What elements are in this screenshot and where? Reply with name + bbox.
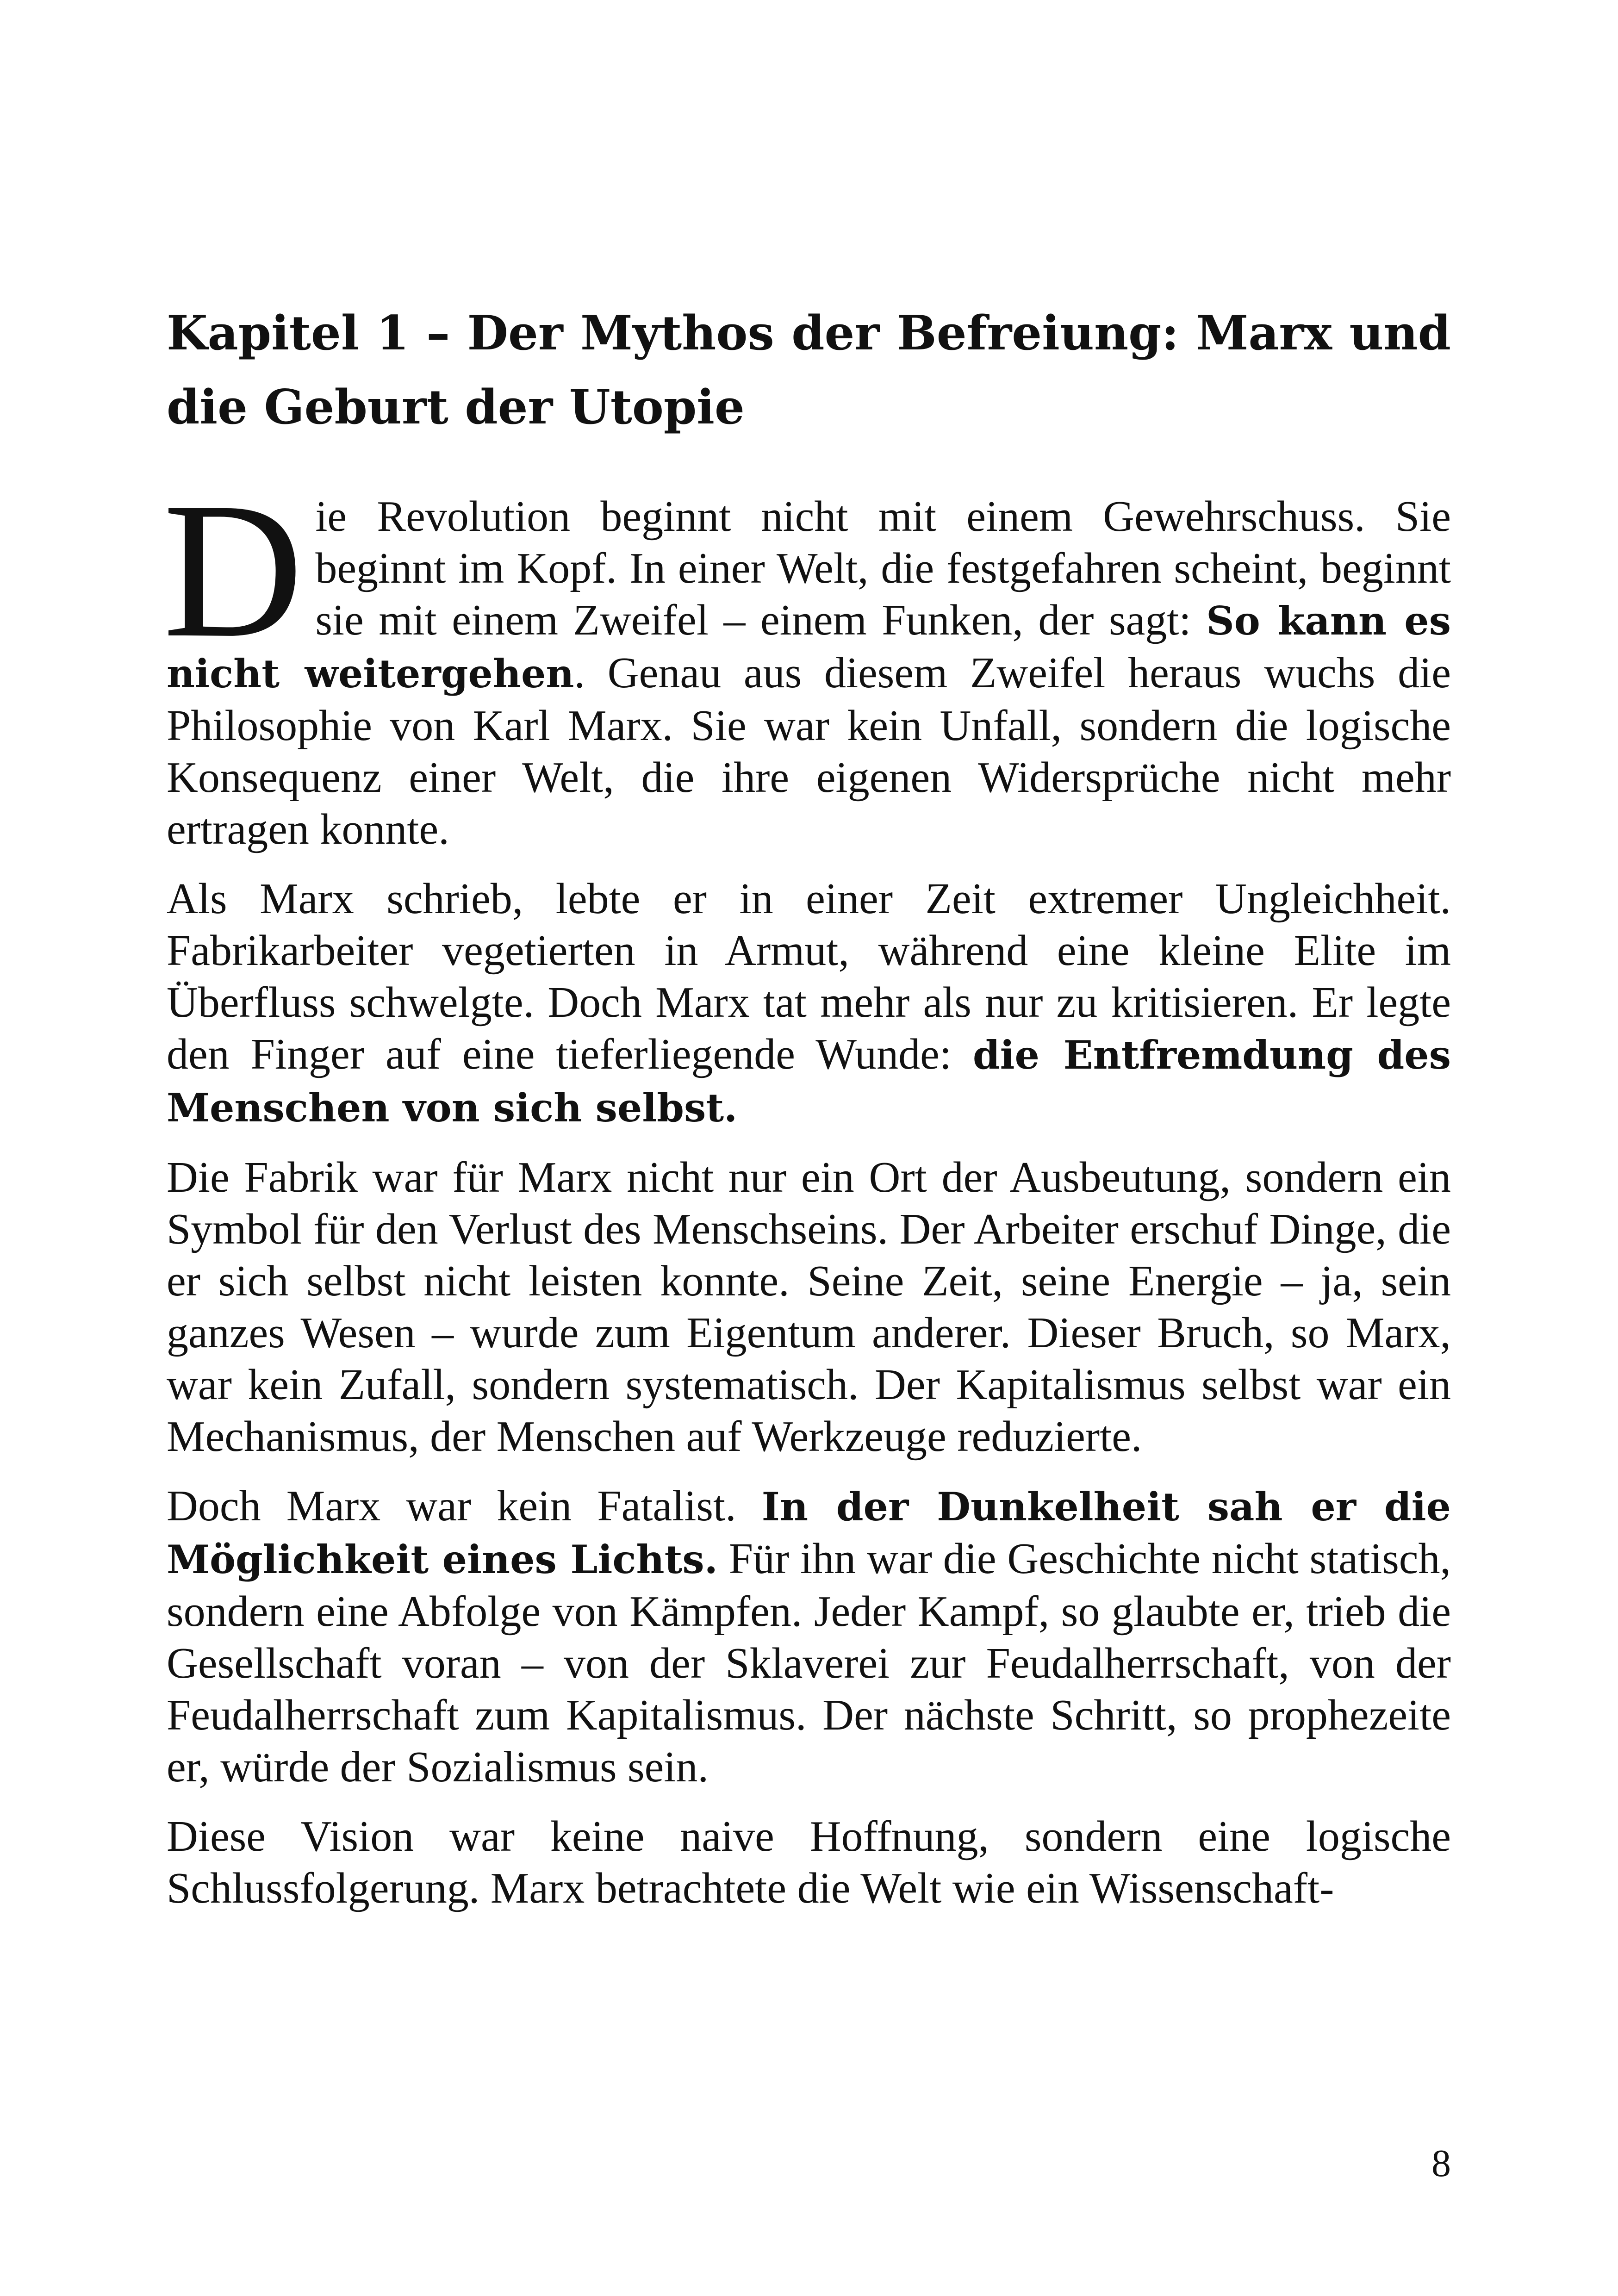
paragraph-4-text-b: Für ihn war die Geschichte nicht statisch, sondern eine Abfolge von Kämpfen. Jeder Kampf, so glaubte er, trieb die Gesellschaft voran – von der Sklaverei zur Feudalherrschaft, von der Feudalherrschaft zum Kapitalismus. Der nächste Schritt, so prophezeite er, würde der Sozialismus sein.: [167, 1535, 1451, 1791]
paragraph-4-text-a: Doch Marx war kein Fatalist.: [167, 1482, 762, 1530]
paragraph-1-text-a: ie Revolution beginnt nicht mit einem Gewehrschuss. Sie beginnt im Kopf. In einer Welt, die festgefahren scheint, beginnt sie mit einem Zweifel – einem Funken, der sagt:: [315, 492, 1451, 644]
paragraph-2: [167, 873, 1451, 1134]
paragraph-3: [167, 1151, 1451, 1462]
drop-cap: D: [163, 462, 304, 678]
paragraph-4-bold-a: In der Dunkelheit sah er die Möglichkeit eines Lichts.: [167, 1484, 1451, 1582]
paragraph-2-text-a: Als Marx schrieb, lebte er in einer Zeit extremer Ungleichheit. Fabrikarbeiter vegetierten in Armut, während eine kleine Elite im Überfluss schwelgte. Doch Marx tat mehr als nur zu kritisieren. Er legte den Finger auf eine tieferliegende Wunde:: [167, 875, 1451, 1078]
paragraph-5: [167, 1811, 1451, 1914]
paragraph-1-text-b: . Genau aus diesem Zweifel heraus wuchs die Philosophie von Karl Marx. Sie war kein Unfall, sondern die logische Konsequenz einer Welt, die ihre eigenen Widersprüche nicht mehr ertragen konnte.: [167, 649, 1451, 853]
chapter-title: Kapitel 1 – Der Mythos der Befreiung: Marx und die Geburt der Utopie: [167, 305, 1451, 435]
paragraph-3-text-a: Die Fabrik war für Marx nicht nur ein Ort der Ausbeutung, sondern ein Symbol für den Verlust des Menschseins. Der Arbeiter erschuf Dinge, die er sich selbst nicht leisten konnte. Seine Zeit, seine Energie – ja, sein ganzes Wesen – wurde zum Eigentum anderer. Dieser Bruch, so Marx, war kein Zufall, sondern systematisch. Der Kapitalismus selbst war ein Mechanismus, der Menschen auf Werkzeuge reduzierte.: [167, 1153, 1451, 1461]
paragraph-4: [167, 1480, 1451, 1793]
body-text: [163, 462, 1451, 1932]
paragraph-1-bold-a: So kann es nicht weitergehen: [167, 598, 1451, 697]
paragraph-1: [163, 462, 1451, 855]
paragraph-5-text-a: Diese Vision war keine naive Hoffnung, sondern eine logische Schlussfolgerung. Marx betrachtete die Welt wie ein Wissenschaft-: [167, 1812, 1451, 1912]
paragraph-2-bold-a: die Entfremdung des Menschen von sich selbst.: [167, 1032, 1451, 1131]
page-number: 8: [1431, 2142, 1451, 2185]
